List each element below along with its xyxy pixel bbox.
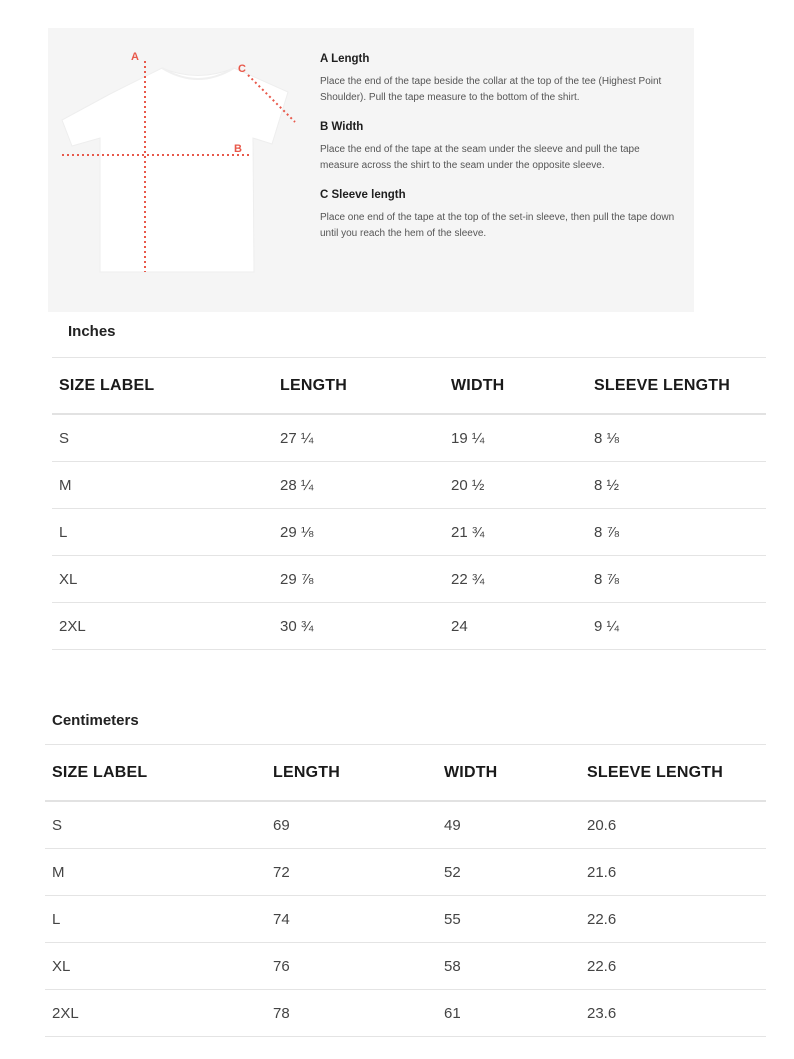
cell-sleeve-length: 23.6 <box>587 1004 617 1022</box>
cell-size: M <box>52 863 65 881</box>
table-row <box>45 849 766 896</box>
table-row <box>45 896 766 943</box>
label-b: B <box>234 143 242 155</box>
centimeters-rows <box>45 801 766 1037</box>
table-row <box>52 414 766 462</box>
cell-size: 2XL <box>59 617 86 635</box>
cell-sleeve-length: 22.6 <box>587 957 617 975</box>
guide-instructions <box>320 52 680 256</box>
table-row <box>52 462 766 509</box>
table-row <box>52 556 766 603</box>
guide-b-text: Place the end of the tape at the seam under the sleeve and pull the tape measure across the shirt to the seam under the opposite sleeve. <box>320 144 640 171</box>
cell-width: 61 <box>444 1004 461 1022</box>
cell-width: 21 ¾ <box>451 523 485 541</box>
centimeters-heading: Centimeters <box>52 712 139 729</box>
header-sleeve-length: SLEEVE LENGTH <box>594 376 730 394</box>
tshirt-diagram <box>48 28 320 312</box>
guide-c-title: C Sleeve length <box>320 189 406 201</box>
label-a: A <box>131 51 139 63</box>
header-sleeve-length: SLEEVE LENGTH <box>587 763 723 781</box>
cell-size: L <box>52 910 61 928</box>
cell-sleeve-length: 9 ¼ <box>594 617 620 635</box>
header-width: WIDTH <box>451 376 505 394</box>
label-c: C <box>238 63 246 75</box>
cell-sleeve-length: 8 ⅞ <box>594 570 620 588</box>
measurement-guide <box>48 28 694 312</box>
cell-width: 20 ½ <box>451 476 485 494</box>
cell-length: 27 ¼ <box>280 429 314 447</box>
cell-size: XL <box>52 957 71 975</box>
centimeters-size-table <box>45 744 766 1037</box>
cell-size: XL <box>59 570 78 588</box>
cell-sleeve-length: 20.6 <box>587 816 617 834</box>
header-length: LENGTH <box>273 763 340 781</box>
cell-length: 29 ⅛ <box>280 523 314 541</box>
cell-width: 55 <box>444 910 461 928</box>
cell-sleeve-length: 8 ⅛ <box>594 429 620 447</box>
cell-sleeve-length: 8 ⅞ <box>594 523 620 541</box>
header-size-label: SIZE LABEL <box>52 763 148 781</box>
cell-width: 49 <box>444 816 461 834</box>
cell-size: 2XL <box>52 1004 79 1022</box>
cell-size: L <box>59 523 68 541</box>
table-row <box>45 990 766 1037</box>
guide-a-text: Place the end of the tape beside the collar at the top of the tee (Highest Point Shoulder). Pull the tape measure to the bottom of the shirt. <box>320 76 662 103</box>
cell-length: 78 <box>273 1004 290 1022</box>
cell-length: 74 <box>273 910 290 928</box>
inches-heading: Inches <box>68 323 116 340</box>
table-row <box>45 943 766 990</box>
cell-width: 58 <box>444 957 461 975</box>
guide-b-title: B Width <box>320 121 364 133</box>
header-width: WIDTH <box>444 763 498 781</box>
cell-length: 28 ¼ <box>280 476 314 494</box>
cell-width: 52 <box>444 863 461 881</box>
cell-length: 69 <box>273 816 290 834</box>
inches-size-table <box>52 357 766 650</box>
header-size-label: SIZE LABEL <box>59 376 155 394</box>
cell-width: 19 ¼ <box>451 429 485 447</box>
table-row <box>52 603 766 650</box>
header-length: LENGTH <box>280 376 347 394</box>
cell-sleeve-length: 22.6 <box>587 910 617 928</box>
cell-length: 30 ¾ <box>280 617 314 635</box>
cell-length: 76 <box>273 957 290 975</box>
cell-sleeve-length: 21.6 <box>587 863 617 881</box>
cell-size: S <box>59 429 70 447</box>
table-row <box>45 801 766 849</box>
cell-size: M <box>59 476 72 494</box>
cell-size: S <box>52 816 63 834</box>
cell-width: 22 ¾ <box>451 570 485 588</box>
table-header-row <box>45 745 766 802</box>
cell-sleeve-length: 8 ½ <box>594 476 620 494</box>
tshirt-shape <box>62 68 288 272</box>
cell-width: 24 <box>451 617 468 635</box>
guide-c-text: Place one end of the tape at the top of the set-in sleeve, then pull the tape down until you reach the hem of the sleeve. <box>320 212 675 239</box>
cell-length: 72 <box>273 863 290 881</box>
inches-rows <box>52 414 766 650</box>
guide-a-title: A Length <box>320 53 370 65</box>
table-header-row <box>52 358 766 415</box>
cell-length: 29 ⅞ <box>280 570 314 588</box>
table-row <box>52 509 766 556</box>
